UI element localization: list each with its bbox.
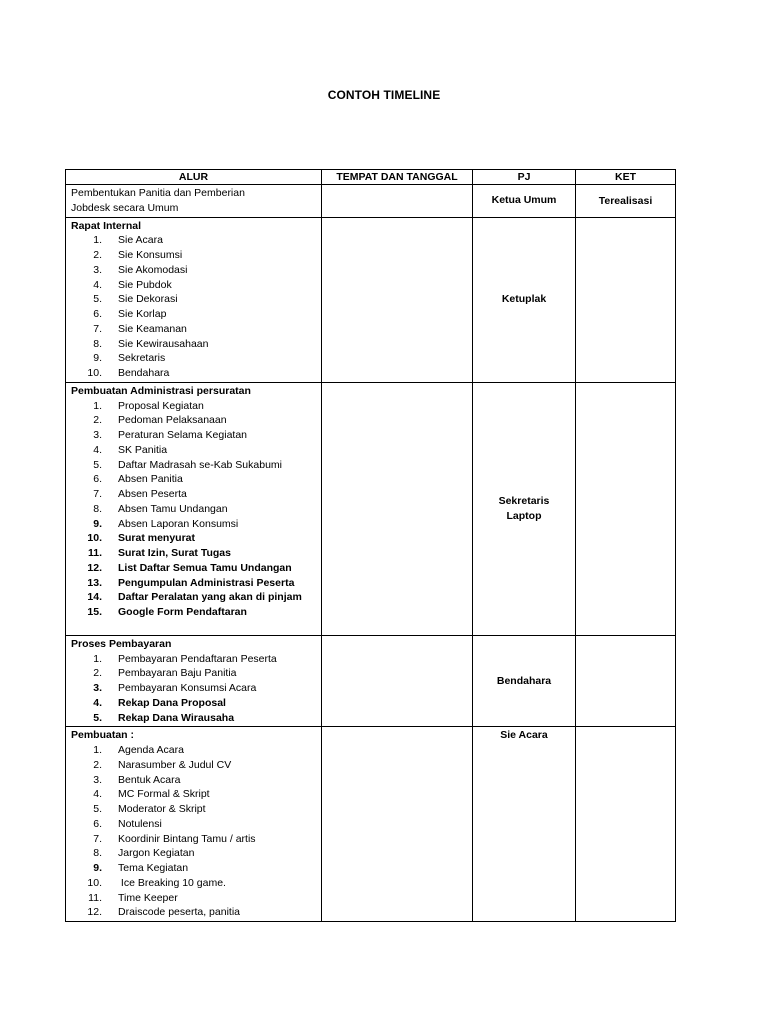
list-item: 2. Sie Konsumsi (93, 249, 183, 261)
pj-cell (473, 635, 576, 727)
pj-text: Bendahara (496, 674, 552, 687)
alur-item-list (71, 399, 319, 620)
header-tempat-dan-tanggal: TEMPAT DAN TANGGAL (322, 170, 473, 185)
list-item: 2. Pedoman Pelaksanaan (93, 414, 227, 427)
table-row (66, 217, 676, 382)
list-item: 10. Ice Breaking 10 game. (87, 876, 226, 889)
list-item: 9. Tema Kegiatan (93, 862, 189, 874)
pj-cell (473, 382, 576, 635)
alur-cell (66, 217, 322, 382)
list-item: 7. Absen Peserta (93, 488, 187, 500)
list-item: 5. Sie Dekorasi (93, 293, 178, 306)
list-item: 4. Rekap Dana Proposal (93, 696, 226, 709)
alur-cell (66, 635, 322, 727)
alur-cell (66, 382, 322, 635)
ket-cell (576, 382, 676, 635)
table-row (66, 185, 676, 218)
ket-cell (576, 217, 676, 382)
alur-section-title: Pembuatan : (71, 729, 135, 742)
ket-cell (576, 727, 676, 922)
list-item: 15. Google Form Pendaftaran (87, 606, 247, 618)
table-header-row (66, 170, 676, 185)
alur-section-title: Proses Pembayaran (71, 637, 172, 650)
tempat-tanggal-cell (322, 635, 473, 727)
page-title: CONTOH TIMELINE (327, 88, 441, 102)
ket-cell: Terealisasi (576, 185, 676, 218)
ket-cell (576, 635, 676, 727)
list-item: 10. Surat menyurat (87, 532, 196, 545)
list-item: 12. List Daftar Semua Tamu Undangan (87, 561, 292, 574)
list-item: 3. Peraturan Selama Kegiatan (93, 429, 247, 441)
alur-item-list (71, 233, 319, 381)
alur-title-line: Pembentukan Panitia dan Pemberian (71, 187, 245, 199)
header-ket: KET (576, 170, 676, 185)
list-item: 8. Jargon Kegiatan (93, 847, 195, 860)
tempat-tanggal-cell (322, 727, 473, 922)
pj-cell (473, 217, 576, 382)
list-item: 12. Draiscode peserta, panitia (87, 906, 240, 919)
list-item: 1. Sie Acara (93, 234, 163, 247)
table-row (66, 382, 676, 635)
list-item: 2. Narasumber & Judul CV (93, 758, 232, 771)
pj-text: Ketua Umum (491, 194, 557, 207)
list-item: 5. Rekap Dana Wirausaha (93, 711, 235, 724)
list-item: 7. Sie Keamanan (93, 322, 187, 335)
table-row (66, 635, 676, 727)
list-item: 4. SK Panitia (93, 443, 168, 456)
list-item: 7. Koordinir Bintang Tamu / artis (93, 832, 256, 845)
timeline-table (65, 169, 676, 922)
list-item: 6. Sie Korlap (93, 308, 167, 320)
list-item: 5. Moderator & Skript (93, 803, 206, 815)
list-item: 9. Sekretaris (93, 352, 166, 365)
list-item: 3. Bentuk Acara (93, 773, 181, 786)
alur-title-line: Jobdesk secara Umum (71, 201, 179, 214)
pj-cell (473, 727, 576, 922)
tempat-tanggal-cell (322, 382, 473, 635)
list-item: 3. Pembayaran Konsumsi Acara (93, 682, 257, 694)
list-item: 4. Sie Pubdok (93, 278, 172, 291)
alur-section-title: Rapat Internal (71, 219, 142, 232)
pj-text: Laptop (506, 509, 542, 522)
alur-item-list (71, 743, 319, 920)
list-item: 3. Sie Akomodasi (93, 263, 188, 276)
tempat-tanggal-cell (322, 217, 473, 382)
list-item: 13. Pengumpulan Administrasi Peserta (87, 576, 295, 589)
pj-text: Sie Acara (500, 729, 548, 742)
list-item: 4. MC Formal & Skript (93, 788, 210, 801)
list-item: 6. Notulensi (93, 817, 162, 830)
pj-cell (473, 185, 576, 218)
header-alur: ALUR (66, 170, 322, 185)
header-pj: PJ (473, 170, 576, 185)
table-row (66, 727, 676, 922)
list-item: 8. Absen Tamu Undangan (93, 502, 228, 515)
list-item: 11. Surat Izin, Surat Tugas (87, 547, 231, 559)
pj-text: Sekretaris (498, 494, 550, 507)
alur-section-title: Pembuatan Administrasi persuratan (71, 384, 251, 397)
list-item: 10. Bendahara (87, 367, 170, 379)
pj-text: Ketuplak (501, 293, 547, 306)
list-item: 6. Absen Panitia (93, 473, 183, 486)
list-item: 14. Daftar Peralatan yang akan di pinjam (87, 591, 302, 604)
list-item: 8. Sie Kewirausahaan (93, 337, 209, 350)
tempat-tanggal-cell (322, 185, 473, 218)
list-item: 11. Time Keeper (88, 891, 178, 904)
alur-cell (66, 185, 322, 218)
list-item: 5. Daftar Madrasah se-Kab Sukabumi (93, 458, 282, 471)
alur-cell (66, 727, 322, 922)
list-item: 1. Proposal Kegiatan (93, 399, 204, 412)
alur-item-list (71, 652, 319, 726)
list-item: 2. Pembayaran Baju Panitia (93, 667, 237, 680)
list-item: 1. Pembayaran Pendaftaran Peserta (93, 652, 277, 665)
list-item: 1. Agenda Acara (93, 744, 184, 756)
list-item: 9. Absen Laporan Konsumsi (93, 517, 239, 530)
